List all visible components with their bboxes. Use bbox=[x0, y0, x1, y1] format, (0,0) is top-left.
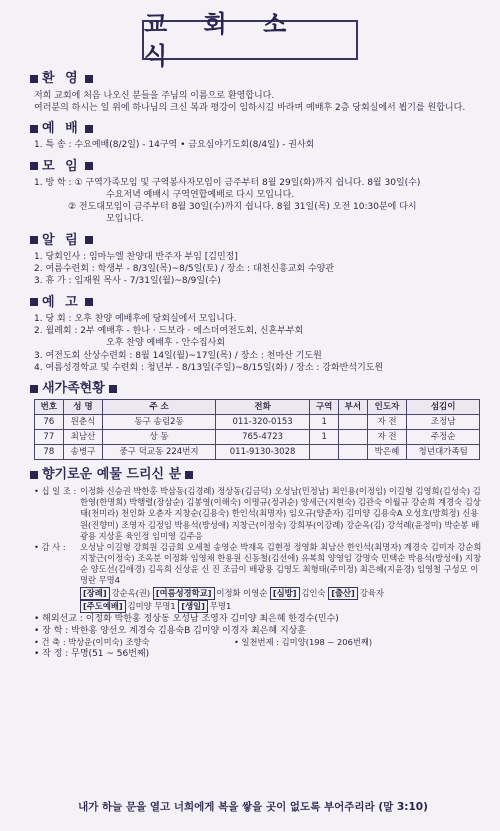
tithe-label: • 십 일 조 : bbox=[34, 485, 77, 496]
section-offering-heading: 향기로운 예물 드리신 분 bbox=[30, 466, 486, 484]
announce-line: 2. 월례회 : 2부 예배후 - 한나 · 드보라 · 에스더여전도회, 신혼부부회 bbox=[34, 326, 304, 337]
welcome-line: 여러분의 하시는 일 위에 하나님의 크신 복과 평강이 임하시길 바라며 예배후 2층 당회실에서 뵙기를 원합니다. bbox=[34, 102, 466, 113]
scholarship-line: • 장 학 : 박한홍 양선오 계경숙 김용숙B 김미양 이경자 최은혜 지상훈 bbox=[34, 626, 307, 637]
column-header: 구역 bbox=[310, 400, 339, 415]
square-bullet-icon bbox=[30, 125, 38, 133]
tags-row bbox=[34, 600, 486, 613]
square-bullet-icon bbox=[85, 162, 93, 170]
category-tag: [장례] bbox=[80, 587, 110, 600]
category-names: 강육자 bbox=[359, 587, 384, 598]
category-tag: [여름성경학교] bbox=[153, 587, 215, 600]
category-tag: [출산] bbox=[328, 587, 358, 600]
square-bullet-icon bbox=[109, 385, 117, 393]
table-cell bbox=[339, 415, 368, 430]
offering-list bbox=[34, 486, 486, 661]
column-header: 번호 bbox=[35, 400, 64, 415]
table-cell: 자 전 bbox=[367, 430, 407, 445]
table-row bbox=[35, 430, 480, 445]
square-bullet-icon bbox=[30, 471, 38, 479]
table-cell bbox=[310, 445, 339, 460]
square-bullet-icon bbox=[30, 162, 38, 170]
meeting-line: 수요저녁 예배시 구역연합예배로 다시 모입니다. bbox=[106, 190, 295, 201]
building-row bbox=[34, 637, 486, 648]
announce-line: 4. 여름성경학교 및 수련회 : 청년부 - 8/13일(주일)~8/15일(화) / 장소 : 강화반석기도원 bbox=[34, 362, 384, 373]
thanks-row bbox=[34, 542, 486, 587]
thousand-offering-line: • 일천번제 : 김미양(198 ~ 206번째) bbox=[234, 637, 373, 648]
notice-line: 1. 당회인사 : 임마누엘 찬양대 반주자 부임 [김민정] bbox=[34, 252, 238, 263]
notice-line: 3. 휴 가 : 임재원 목사 - 7/31일(월)~8/9일(수) bbox=[34, 276, 221, 287]
meeting-line: 1. 방 학 : ① 구역가족모임 및 구역봉사자모임이 금주부터 8월 29일(화)까지 쉽니다. 8월 30일(수) bbox=[34, 178, 421, 189]
table-cell: 박은혜 bbox=[367, 445, 407, 460]
table-cell: 011-320-0153 bbox=[215, 415, 309, 430]
column-header: 성 명 bbox=[63, 400, 103, 415]
square-bullet-icon bbox=[85, 236, 93, 244]
category-tag: [심방] bbox=[270, 587, 300, 600]
section-worship-heading: 예 배 bbox=[30, 120, 486, 138]
announce-line: 3. 여전도회 산상수련회 : 8월 14일(월)~17일(목) / 장소 : 천마산 기도원 bbox=[34, 350, 322, 361]
overseas-mission-line: • 해외선교 : 이정화 박한홍 정상동 오성남 조영자 김미양 최은혜 한경수(민수) bbox=[34, 614, 339, 624]
table-cell: 상 동 bbox=[103, 430, 216, 445]
table-cell: 1 bbox=[310, 415, 339, 430]
square-bullet-icon bbox=[85, 75, 93, 83]
section-welcome-heading: 환 영 bbox=[30, 70, 486, 88]
announce-line: 오후 찬양 예배후 - 안수집사회 bbox=[106, 338, 226, 349]
announce-line: 1. 당 회 : 오후 찬양 예배후에 당회실에서 모입니다. bbox=[34, 314, 237, 325]
page-title: 교 회 소 식 bbox=[142, 20, 358, 60]
bulletin-content bbox=[30, 64, 486, 661]
category-names: 무명1 bbox=[209, 600, 232, 611]
category-names: 김인숙 bbox=[301, 587, 326, 598]
section-registry-heading: 새가족현황 bbox=[30, 380, 486, 398]
table-row bbox=[35, 415, 480, 430]
category-names: 강순옥(권) bbox=[111, 587, 151, 598]
category-tag: [생일] bbox=[178, 600, 208, 613]
worship-line: 1. 특 송 : 수요예배(8/2일) - 14구역 • 금요심야기도회(8/4일) - 권사회 bbox=[34, 140, 315, 151]
table-cell: 011-9130-3028 bbox=[215, 445, 309, 460]
table-cell: 조정남 bbox=[407, 415, 480, 430]
table-cell: 주정순 bbox=[407, 430, 480, 445]
table-cell: 765-4723 bbox=[215, 430, 309, 445]
welcome-line: 저희 교회에 처음 나오신 분들을 주님의 이름으로 환영합니다. bbox=[34, 90, 275, 101]
table-cell: 중구 덕교동 224번지 bbox=[103, 445, 216, 460]
tithe-names: 이정화 신승권 박한홍 박삼동(김경례) 정상동(김금덕) 오성남(민정남) 최인용(이정임) 이길형 김영희(김성숙) 김한영(한명희) 박행렬(장삼순) 김봉영(이해숙) 이명규(정귀순) 양세근(지현숙) 김관숙 이월규 강순희 계경숙 김상태(천미라) 천인화 오춘자 지창순(김용숙) 한인석(최명자) 임오규(양준자) 김미양 김용숙A 오성호(방희정) 신용원(진향미) 조영자 김정임 박용석(방성애) 지창근(이정숙) 강희부(이강례) 강순옥(김) 강석례(윤정미) 박순봉 배광용 지상훈 육인정 임미영 김주응 bbox=[80, 485, 481, 541]
square-bullet-icon bbox=[30, 385, 38, 393]
column-header: 전화 bbox=[215, 400, 309, 415]
table-cell bbox=[339, 430, 368, 445]
table-cell: 자 전 bbox=[367, 415, 407, 430]
table-cell: 원춘식 bbox=[63, 415, 103, 430]
category-names: 이정화 이영순 bbox=[216, 587, 268, 598]
thanks-label: • 감 사 : bbox=[34, 541, 66, 552]
column-header: 주 소 bbox=[103, 400, 216, 415]
category-names: 김미양 무명1 bbox=[127, 600, 176, 611]
table-cell: 78 bbox=[35, 445, 64, 460]
new-family-table bbox=[34, 399, 480, 460]
section-announce-heading: 예 고 bbox=[30, 294, 486, 312]
pledge-line: • 작 정 : 무명(51 ~ 56번째) bbox=[34, 649, 150, 660]
table-header-row bbox=[35, 400, 480, 415]
category-tag: [주도예배] bbox=[80, 600, 126, 613]
square-bullet-icon bbox=[30, 75, 38, 83]
building-line: • 건 축 : 박상운(이미숙) 조향숙 bbox=[34, 637, 150, 648]
section-meeting-heading: 모 임 bbox=[30, 158, 486, 176]
square-bullet-icon bbox=[30, 236, 38, 244]
tags-row bbox=[34, 587, 486, 600]
table-row bbox=[35, 445, 480, 460]
square-bullet-icon bbox=[30, 298, 38, 306]
meeting-line: 모입니다. bbox=[106, 214, 144, 225]
square-bullet-icon bbox=[185, 471, 193, 479]
notice-line: 2. 여름수련회 : 학생부 - 8/3일(목)~8/5일(토) / 장소 : 대천신흥교회 수양관 bbox=[34, 264, 335, 275]
column-header: 부서 bbox=[339, 400, 368, 415]
square-bullet-icon bbox=[85, 298, 93, 306]
table-cell: 77 bbox=[35, 430, 64, 445]
meeting-line: ② 전도대모임이 금주부터 8월 30일(수)까지 쉽니다. 8월 31일(목) 오전 10:30분에 다시 bbox=[68, 202, 417, 213]
column-header: 인도자 bbox=[367, 400, 407, 415]
table-cell: 76 bbox=[35, 415, 64, 430]
tithe-row bbox=[34, 486, 486, 542]
section-notice-heading: 알 림 bbox=[30, 232, 486, 250]
table-cell: 동구 송림2동 bbox=[103, 415, 216, 430]
square-bullet-icon bbox=[85, 125, 93, 133]
table-cell: 최남산 bbox=[63, 430, 103, 445]
table-cell: 송병구 bbox=[63, 445, 103, 460]
scripture-verse: 내가 하늘 문을 열고 너희에게 복을 쌓을 곳이 없도록 부어주리라 (말 3:10) bbox=[78, 801, 428, 813]
thanks-names: 오성남 이길형 강희원 김금희 오세철 송영순 박재옥 김현정 정영화 최남산 한인석(최명자) 계경숙 김미자 강순희 지창근(이정숙) 조옥분 이정화 임영채 한용원 신동철(김선애) 유복희 양영임 강명숙 민택순 박용석(방성애) 지창순 양도선(김애경) 김옥희 신상윤 신 진 조금이 배광용 김영도 최형태(주미정) 최은혜(지윤경) 임영철 구성모 이명란 무명4 bbox=[80, 541, 482, 586]
table-cell bbox=[339, 445, 368, 460]
table-cell: 청년대가족팀 bbox=[407, 445, 480, 460]
table-cell: 1 bbox=[310, 430, 339, 445]
column-header: 섬김이 bbox=[407, 400, 480, 415]
